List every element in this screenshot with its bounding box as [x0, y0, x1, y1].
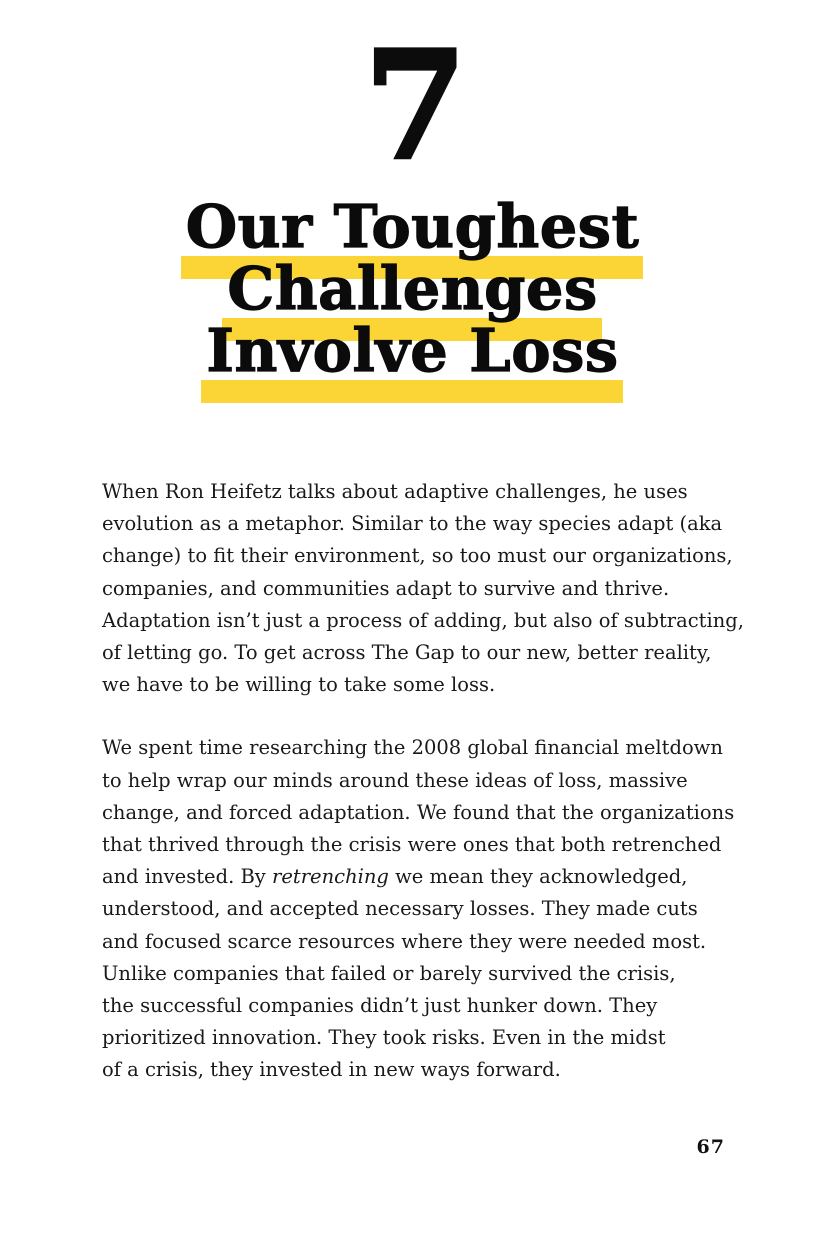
paragraph [102, 732, 735, 1086]
body-line: understood, and accepted necessary losses. They made cuts [102, 897, 698, 921]
body-text [102, 476, 744, 1087]
body-line: prioritized innovation. They took risks. Even in the midst [102, 1026, 666, 1050]
body-line: Unlike companies that failed or barely survived the crisis, [102, 961, 676, 985]
body-line: we have to be willing to take some loss. [102, 673, 496, 697]
title-line-3 [0, 316, 825, 385]
body-line: change) to fit their environment, so too must our organizations, [102, 544, 733, 568]
page-number: 67 [696, 1136, 725, 1158]
title-text: Our Toughest [185, 192, 640, 261]
title-line-2 [0, 254, 825, 323]
body-line: the successful companies didn’t just hunker down. They [102, 994, 658, 1018]
body-line: of letting go. To get across The Gap to our new, better reality, [102, 641, 712, 665]
title-text: Involve Loss [206, 316, 619, 385]
body-line: to help wrap our minds around these ideas of loss, massive [102, 768, 688, 792]
body-line: companies, and communities adapt to survive and thrive. [102, 576, 670, 600]
chapter-title [0, 192, 825, 385]
body-line: and focused scarce resources where they were needed most. [102, 929, 707, 953]
body-line: evolution as a metaphor. Similar to the way species adapt (aka [102, 512, 723, 536]
body-line: and invested. By retrenching we mean they acknowledged, [102, 865, 688, 889]
paragraph [102, 476, 744, 701]
body-line: of a crisis, they invested in new ways forward. [102, 1058, 561, 1082]
body-line: change, and forced adaptation. We found that the organizations [102, 800, 735, 824]
body-line: When Ron Heifetz talks about adaptive challenges, he uses [102, 480, 688, 503]
body-line: that thrived through the crisis were ones that both retrenched [102, 833, 722, 857]
title-text: Challenges [227, 254, 598, 323]
body-line: Adaptation isn’t just a process of adding, but also of subtracting, [102, 608, 744, 632]
chapter-number: 7 [363, 18, 468, 194]
body-line: We spent time researching the 2008 global financial meltdown [102, 736, 723, 760]
title-line-1 [0, 192, 825, 261]
